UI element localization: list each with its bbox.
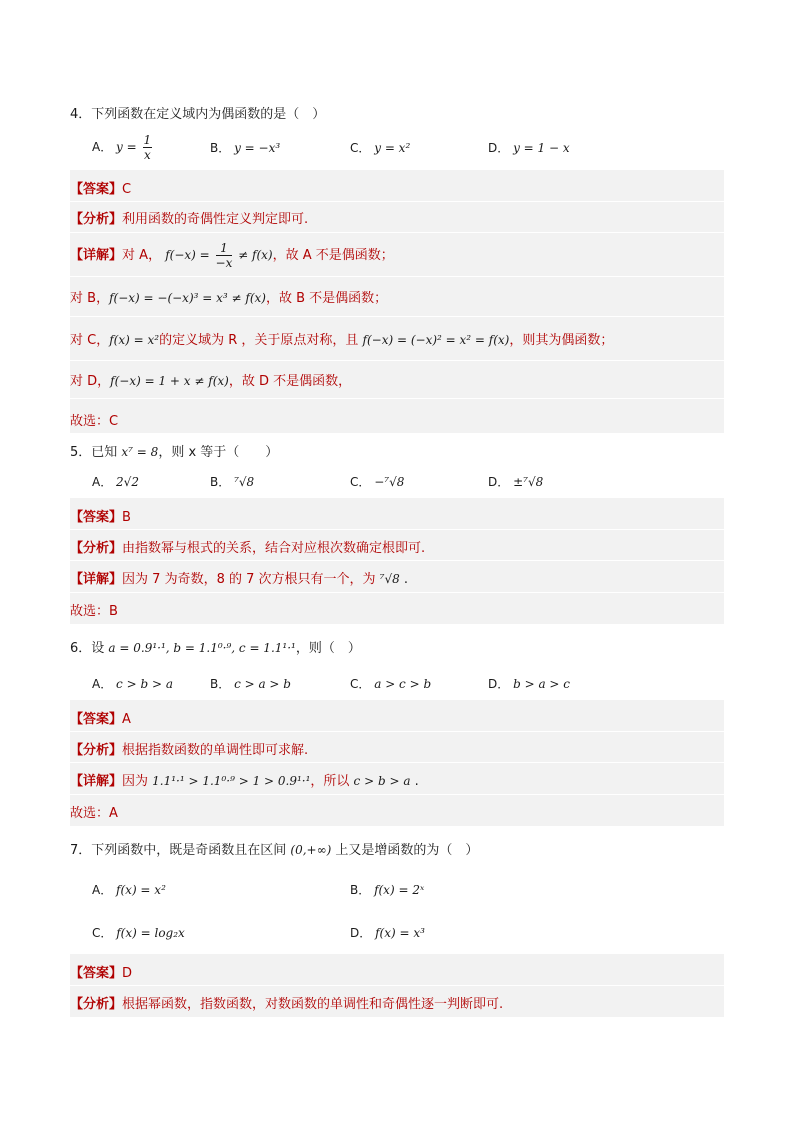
q4-option-a: A． y = $\frac{1}{x}$ <box>92 133 152 162</box>
divider <box>70 398 724 399</box>
q4-option-c: C． y = x² <box>350 141 411 155</box>
q4-detail-b: 对 B，f(−x) = −(−x)³ = x³ ≠ f(x)，故 B 不是偶函数； <box>70 291 388 306</box>
q4-answer: 【答案】C <box>70 182 132 197</box>
q4-option-d: D． y = 1 − x <box>488 141 570 155</box>
q4-detail-a: 【详解】对 A， f(−x) = $\frac{1}{-x}$ ≠ f(x)，故 A 不是偶函数； <box>70 241 394 270</box>
divider <box>70 276 724 277</box>
q7-option-c: C． f(x) = log₂x <box>92 926 185 940</box>
q6-analysis: 【分析】根据指数函数的单调性即可求解. <box>70 743 309 758</box>
q4-option-b: B． y = −x³ <box>210 141 281 155</box>
divider <box>70 316 724 317</box>
q6-stem: 6．设 a = 0.9¹·¹, b = 1.1⁰·⁹, c = 1.1¹·¹，则（ ） <box>70 641 361 656</box>
q5-solution-block <box>70 498 724 624</box>
q7-solution-block <box>70 954 724 1017</box>
q7-answer: 【答案】D <box>70 966 133 981</box>
divider <box>70 731 724 732</box>
q4-detail-c: 对 C，f(x) = x²的定义域为 R ，关于原点对称，且 f(−x) = (−x)² = x² = f(x)，则其为偶函数； <box>70 333 614 348</box>
q4-detail-d: 对 D，f(−x) = 1 + x ≠ f(x)，故 D 不是偶函数， <box>70 374 352 389</box>
divider <box>70 232 724 233</box>
q4-stem: 4．下列函数在定义域内为偶函数的是（ ） <box>70 107 326 122</box>
fraction: $\frac{1}{-x}$ <box>215 241 233 270</box>
q5-analysis: 【分析】由指数幂与根式的关系，结合对应根次数确定根即可. <box>70 541 426 556</box>
divider <box>70 794 724 795</box>
q5-answer: 【答案】B <box>70 510 131 525</box>
q6-option-d: D． b > a > c <box>488 677 571 691</box>
q5-detail: 【详解】因为 7 为奇数，8 的 7 次方根只有一个，为 ⁷√8 . <box>70 572 409 587</box>
divider <box>70 560 724 561</box>
fraction: $\frac{1}{x}$ <box>143 133 152 162</box>
q7-analysis: 【分析】根据幂函数，指数函数，对数函数的单调性和奇偶性逐一判断即可. <box>70 997 504 1012</box>
q5-stem: 5．已知 x⁷ = 8，则 x 等于（ ） <box>70 445 279 460</box>
q6-choose: 故选：A <box>70 806 118 821</box>
divider <box>70 985 724 986</box>
q7-stem: 7．下列函数中，既是奇函数且在区间 (0,+∞) 上又是增函数的为（ ） <box>70 843 479 858</box>
q6-detail: 【详解】因为 1.1¹·¹ > 1.1⁰·⁹ > 1 > 0.9¹·¹，所以 c > b > a . <box>70 774 419 789</box>
q5-option-d: D． ±⁷√8 <box>488 475 544 489</box>
q5-option-c: C． −⁷√8 <box>350 475 405 489</box>
q6-answer: 【答案】A <box>70 712 131 727</box>
q6-option-c: C． a > c > b <box>350 677 432 691</box>
q6-option-a: A． c > b > a <box>92 677 173 691</box>
divider <box>70 201 724 202</box>
q5-choose: 故选：B <box>70 604 118 619</box>
divider <box>70 529 724 530</box>
q7-option-a: A． f(x) = x² <box>92 883 166 897</box>
divider <box>70 762 724 763</box>
q6-solution-block <box>70 700 724 826</box>
q5-option-b: B． ⁷√8 <box>210 475 255 489</box>
divider <box>70 360 724 361</box>
q5-option-a: A． 2√2 <box>92 475 139 489</box>
q7-option-d: D． f(x) = x³ <box>350 926 425 940</box>
q4-solution-block <box>70 170 724 433</box>
divider <box>70 592 724 593</box>
q4-choose: 故选：C <box>70 414 119 429</box>
q6-option-b: B． c > a > b <box>210 677 291 691</box>
q7-option-b: B． f(x) = 2ˣ <box>350 883 425 897</box>
q4-analysis: 【分析】利用函数的奇偶性定义判定即可. <box>70 212 309 227</box>
